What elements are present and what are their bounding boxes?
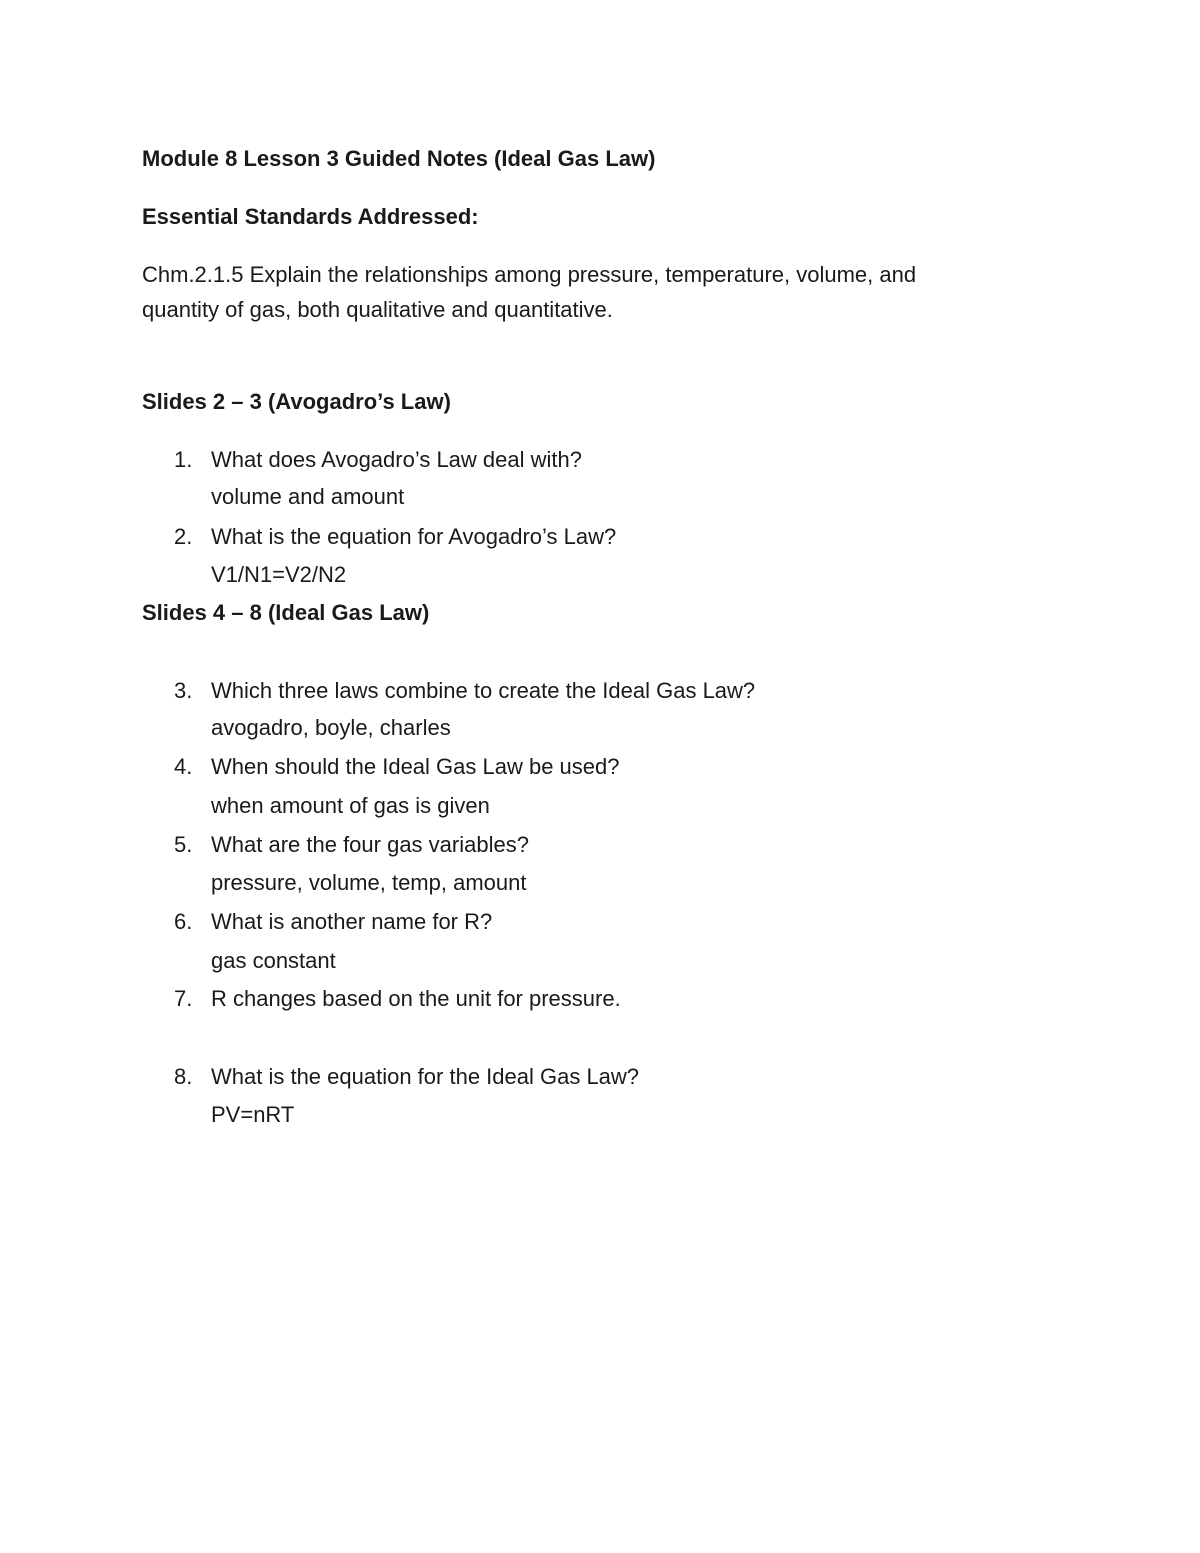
question-text: What is the equation for Avogadro’s Law? — [211, 524, 617, 549]
question-text: What is another name for R? — [211, 909, 493, 934]
question-number: 5. — [174, 832, 193, 857]
standards-heading: Essential Standards Addressed: — [142, 204, 479, 229]
section-heading-ideal-gas: Slides 4 – 8 (Ideal Gas Law) — [142, 600, 430, 625]
standard-text-line-1: Chm.2.1.5 Explain the relationships among pressure, temperature, volume, and — [142, 262, 917, 287]
answer-text: pressure, volume, temp, amount — [211, 870, 527, 895]
question-text: Which three laws combine to create the Ideal Gas Law? — [211, 678, 756, 703]
answer-text: when amount of gas is given — [211, 793, 490, 818]
question-text: What does Avogadro’s Law deal with? — [211, 447, 582, 472]
question-number: 8. — [174, 1064, 193, 1089]
question-number: 2. — [174, 524, 193, 549]
question-number: 4. — [174, 754, 193, 779]
question-text: What are the four gas variables? — [211, 832, 529, 857]
answer-text: V1/N1=V2/N2 — [211, 562, 347, 587]
document-title: Module 8 Lesson 3 Guided Notes (Ideal Gas Law) — [142, 146, 656, 171]
section-heading-avogadro: Slides 2 – 3 (Avogadro’s Law) — [142, 389, 451, 414]
question-text: What is the equation for the Ideal Gas Law? — [211, 1064, 640, 1089]
answer-text: PV=nRT — [211, 1102, 295, 1127]
question-text: R changes based on the unit for pressure. — [211, 986, 621, 1011]
answer-text: avogadro, boyle, charles — [211, 715, 451, 740]
question-number: 7. — [174, 986, 193, 1011]
question-number: 3. — [174, 678, 193, 703]
question-number: 6. — [174, 909, 193, 934]
answer-text: volume and amount — [211, 484, 405, 509]
standard-text-line-2: quantity of gas, both qualitative and quantitative. — [142, 297, 613, 322]
question-text: When should the Ideal Gas Law be used? — [211, 754, 620, 779]
answer-text: gas constant — [211, 948, 336, 973]
question-number: 1. — [174, 447, 193, 472]
